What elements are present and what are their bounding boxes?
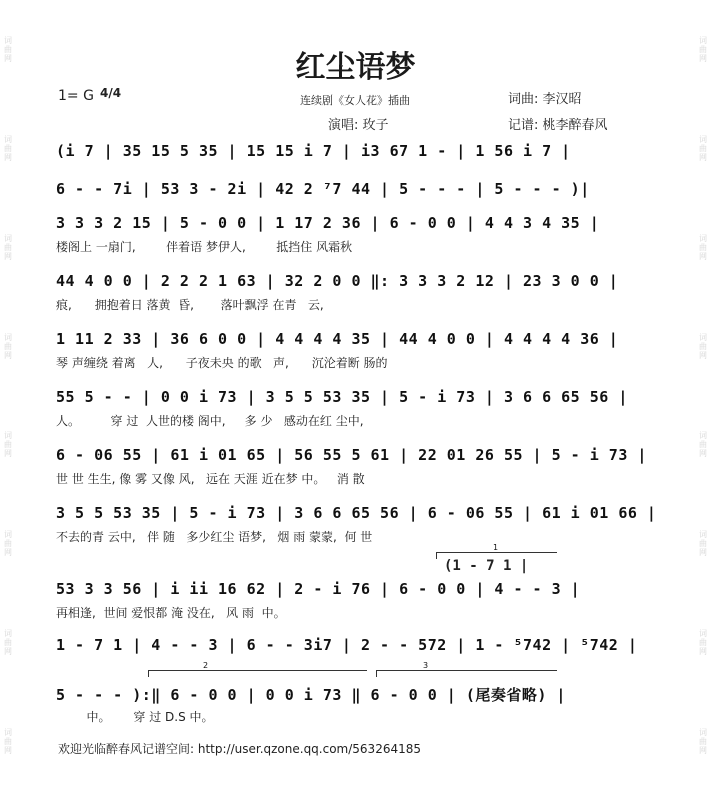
score-row [56, 142, 656, 184]
notation-line: 1 - 7 1 | 4 - - 3 | 6 - - 3i7 | 2 - - 572 | 1 - ⁵742 | ⁵742 | [56, 636, 638, 654]
song-title: 红尘语梦 [295, 50, 416, 85]
lyrics-line: 痕, 拥抱着日 落黄 昏, 落叶飘浮 在青 云, [56, 298, 324, 312]
lyrics-line: 不去的青 云中, 伴 随 多少红尘 语梦, 烟 雨 蒙蒙, 何 世 [56, 530, 373, 544]
notation-line: 55 5 - - | 0 0 i 73 | 3 5 5 53 35 | 5 - i 73 | 3 6 6 65 56 | [56, 388, 628, 406]
notation-line: 5 - - - ):‖ 6 - 0 0 | 0 0 i 73 ‖ 6 - 0 0 | (尾奏省略) | [56, 686, 566, 704]
watermark-text: 词曲网 [698, 530, 708, 558]
notation-line: 44 4 0 0 | 2 2 2 1 63 | 32 2 0 0 ‖: 3 3 3 2 12 | 23 3 0 0 | [56, 272, 619, 290]
lyrics-line: 再相逢, 世间 爱恨都 淹 没在, 风 雨 中。 [56, 606, 286, 620]
score-row [56, 580, 656, 622]
volta-number: 2 [203, 661, 209, 670]
watermark-text: 词曲网 [698, 233, 708, 261]
volta-bracket-3 [376, 661, 557, 677]
lyrics-line: 世 世 生生, 像 雾 又像 风, 远在 天涯 近在梦 中。 消 散 [56, 472, 365, 486]
watermark-text: 词曲网 [3, 431, 13, 459]
score-row [56, 214, 656, 256]
score-row [56, 330, 656, 372]
watermark-text: 词曲网 [3, 134, 13, 162]
watermark-text: 词曲网 [3, 332, 13, 360]
watermark-strip-left [0, 0, 16, 791]
subtitle: 连续剧《女人花》插曲 [300, 94, 410, 107]
score-row [56, 388, 656, 430]
watermark-text: 词曲网 [698, 431, 708, 459]
watermark-text: 词曲网 [3, 629, 13, 657]
watermark-text: 词曲网 [3, 728, 13, 756]
watermark-text: 词曲网 [3, 233, 13, 261]
notation-line: 3 3 3 2 15 | 5 - 0 0 | 1 17 2 36 | 6 - 0 0 | 4 4 3 4 35 | [56, 214, 600, 232]
singer: 演唱: 玫子 [328, 118, 389, 133]
lyrics-line: 琴 声缠绕 着离 人, 子夜未央 的歌 声, 沉沦着断 肠的 [56, 356, 388, 370]
watermark-strip-right [695, 0, 711, 791]
lyrics-line: 中。 穿 过 D.S 中。 [56, 710, 214, 724]
lyrics-line: 楼阁上 一扇门, 伴着语 梦伊人, 抵挡住 风霜秋 [56, 240, 353, 254]
score-row [56, 446, 656, 488]
watermark-text: 词曲网 [698, 332, 708, 360]
transcriber: 记谱: 桃李醉春风 [508, 118, 608, 133]
composer: 词曲: 李汉昭 [508, 92, 582, 107]
volta-notes: (1 - 7 1 | [444, 558, 529, 574]
notation-line: 6 - 06 55 | 61 i 01 65 | 56 55 5 61 | 22 01 26 55 | 5 - i 73 | [56, 446, 647, 464]
watermark-text: 词曲网 [3, 530, 13, 558]
lyrics-line: 人。 穿 过 人世的楼 阁中, 多 少 感动在红 尘中, [56, 414, 364, 428]
volta-number: 1 [493, 543, 499, 552]
watermark-text: 词曲网 [698, 134, 708, 162]
notation-line: (i 7 | 35 15 5 35 | 15 15 i 7 | i3 67 1 - | 1 56 i 7 | [56, 142, 571, 160]
footer-credit: 欢迎光临醉春风记谱空间: http://user.qzone.qq.com/563264185 [58, 742, 422, 756]
watermark-text: 词曲网 [698, 35, 708, 63]
time-signature: 4/4 [100, 86, 122, 100]
notation-line: 53 3 3 56 | i ii 16 62 | 2 - i 76 | 6 - 0 0 | 4 - - 3 | [56, 580, 581, 598]
notation-line: 1 11 2 33 | 36 6 0 0 | 4 4 4 4 35 | 44 4 0 0 | 4 4 4 4 36 | [56, 330, 619, 348]
watermark-text: 词曲网 [698, 728, 708, 756]
key-signature: 1= G [58, 88, 94, 104]
watermark-text: 词曲网 [698, 629, 708, 657]
watermark-text: 词曲网 [3, 35, 13, 63]
score-row [56, 272, 656, 314]
volta-number: 3 [423, 661, 429, 670]
score-row [56, 504, 656, 546]
notation-line: 6 - - 7i | 53 3 - 2i | 42 2 ⁷7 44 | 5 - - - | 5 - - - )| [56, 180, 590, 198]
score-row [56, 684, 656, 726]
volta-bracket-2 [148, 661, 367, 677]
notation-line: 3 5 5 53 35 | 5 - i 73 | 3 6 6 65 56 | 6 - 06 55 | 61 i 01 66 | [56, 504, 657, 522]
